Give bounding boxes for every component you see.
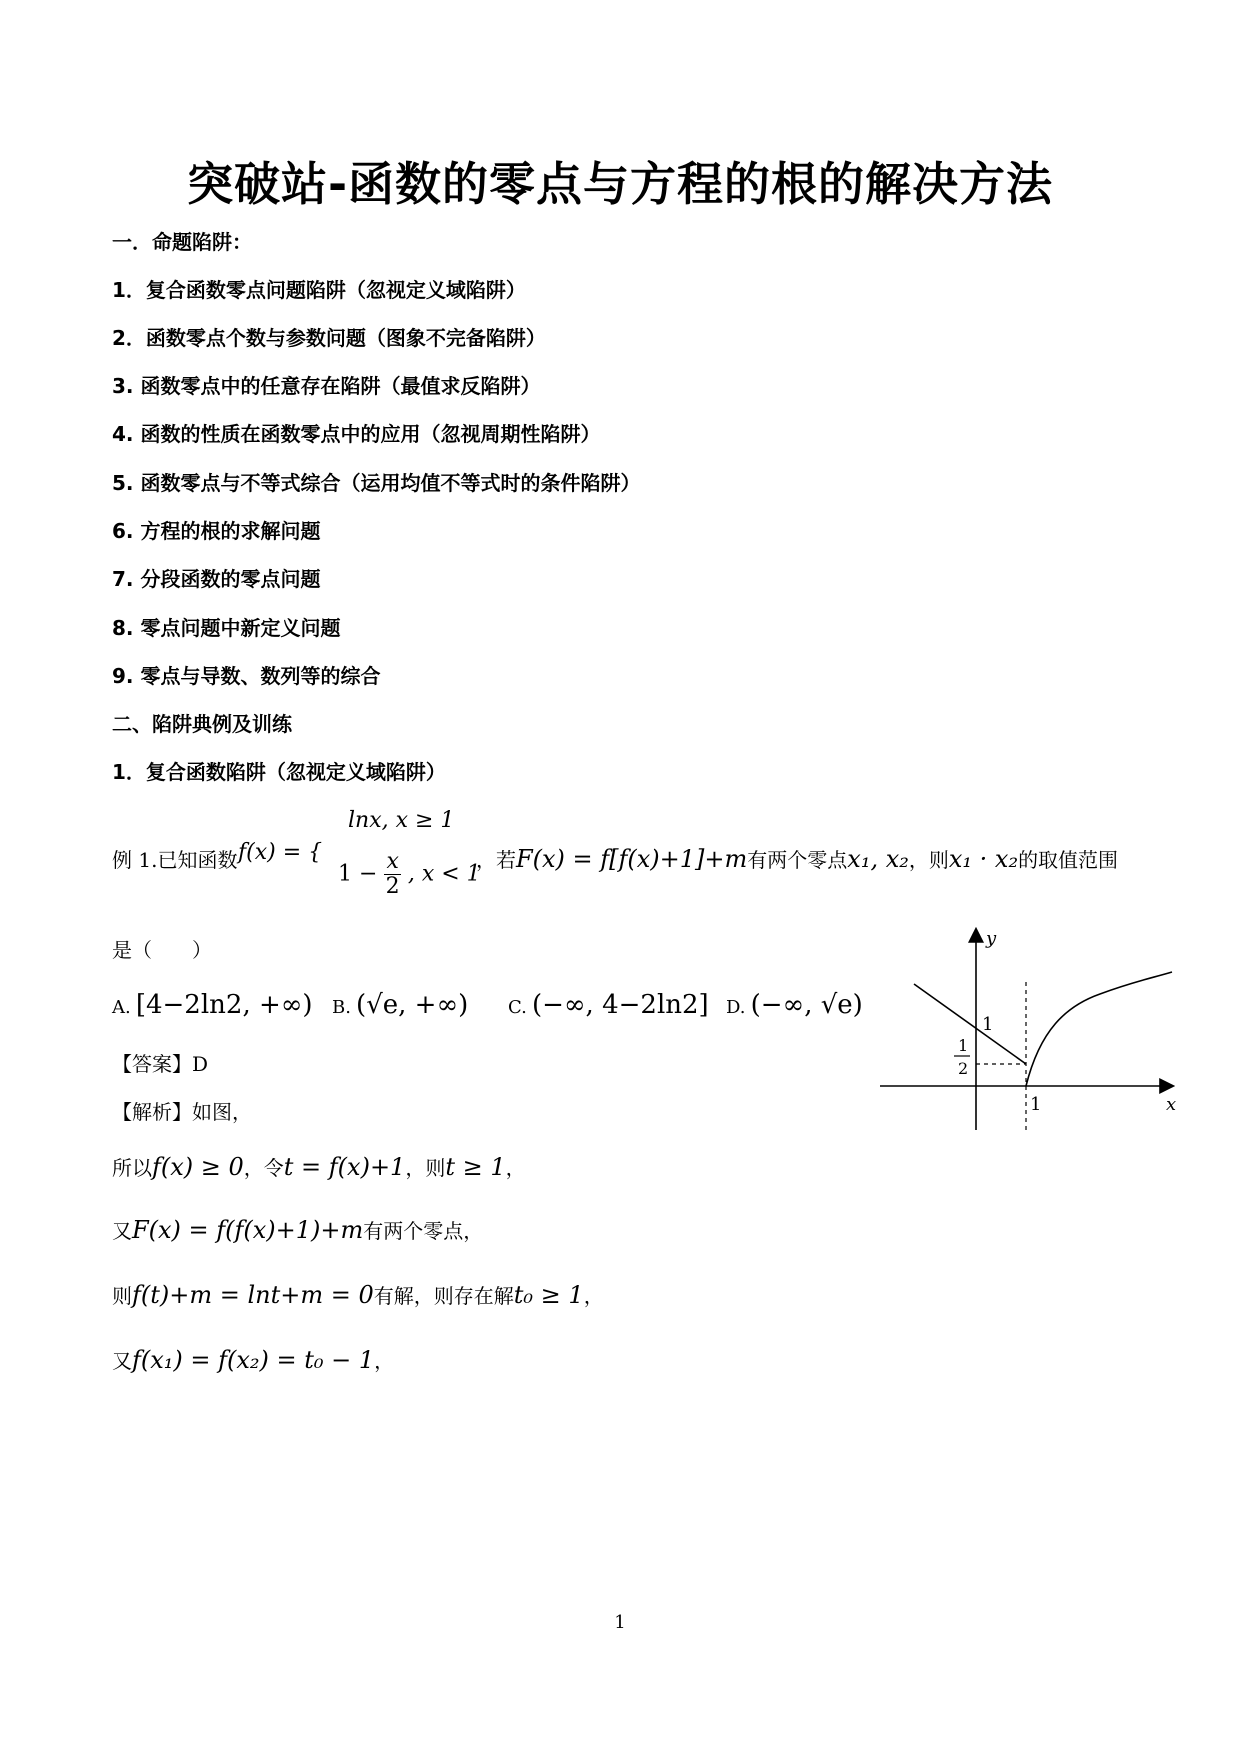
half-denominator: 2	[958, 1059, 969, 1078]
F-expression: F(x) = f[f(x)+1]+m	[516, 845, 748, 873]
list-item: 3. 函数零点中的任意存在陷阱（最值求反陷阱）	[112, 374, 541, 398]
analysis-line: 【解析】如图，	[112, 1100, 252, 1124]
solution-line-1: 所以f(x) ≥ 0，令t = f(x)+1，则t ≥ 1，	[112, 1153, 526, 1181]
piece-1: lnx, x ≥ 1	[348, 808, 455, 833]
x-axis-label: x	[1166, 1094, 1177, 1115]
function-lhs: f(x) = {	[238, 840, 323, 865]
example-cont: 是（ ）	[112, 938, 212, 962]
solution-line-4: 又f(x₁) = f(x₂) = t₀ − 1，	[112, 1346, 395, 1374]
option-b: B. (√e, +∞)	[332, 990, 469, 1020]
half-numerator: 1	[958, 1036, 969, 1055]
list-item: 9. 零点与导数、数列等的综合	[112, 664, 381, 688]
example-prefix: 例 1.已知函数	[112, 848, 238, 872]
function-graph	[870, 920, 1190, 1140]
list-item: 7. 分段函数的零点问题	[112, 567, 321, 591]
linear-branch	[914, 984, 1026, 1064]
page-title: 突破站-函数的零点与方程的根的解决方法	[186, 157, 1054, 211]
y-tick-one: 1	[982, 1014, 994, 1035]
list-item: 2．函数零点个数与参数问题（图象不完备陷阱）	[112, 326, 546, 350]
solution-line-3: 则f(t)+m = lnt+m = 0有解，则存在解t₀ ≥ 1，	[112, 1281, 604, 1309]
list-item: 6. 方程的根的求解问题	[112, 519, 321, 543]
log-branch	[1026, 972, 1172, 1086]
option-a: A. [4−2ln2, +∞)	[112, 990, 313, 1020]
list-item: 5. 函数零点与不等式综合（运用均值不等式时的条件陷阱）	[112, 471, 641, 495]
y-axis-label: y	[986, 928, 997, 949]
fraction: $\frac{x}{2}$	[385, 849, 400, 900]
product: x₁ · x₂	[948, 845, 1019, 873]
example-statement: ，若F(x) = f[f(x)+1]+m有两个零点x₁, x₂，则x₁ · x₂的取值范围	[476, 845, 1119, 873]
list-item: 8. 零点问题中新定义问题	[112, 616, 341, 640]
subsection-heading: 1．复合函数陷阱（忽视定义域陷阱）	[112, 760, 446, 784]
piece-2: 1 − $\frac{x}{2}$ , x < 1	[338, 849, 481, 900]
solution-line-2: 又F(x) = f(f(x)+1)+m有两个零点，	[112, 1216, 484, 1244]
zeros: x₁, x₂	[847, 845, 909, 873]
section-heading-2: 二、陷阱典例及训练	[112, 712, 292, 736]
list-item: 4. 函数的性质在函数零点中的应用（忽视周期性陷阱）	[112, 422, 601, 446]
answer-line: 【答案】D	[112, 1052, 209, 1076]
list-item: 1．复合函数零点问题陷阱（忽视定义域陷阱）	[112, 278, 526, 302]
page-number: 1	[614, 1612, 626, 1633]
option-d: D. (−∞, √e)	[726, 990, 863, 1020]
option-c: C. (−∞, 4−2ln2]	[508, 990, 709, 1020]
x-tick-one: 1	[1030, 1094, 1042, 1115]
section-heading-1: 一．命题陷阱：	[112, 230, 252, 254]
